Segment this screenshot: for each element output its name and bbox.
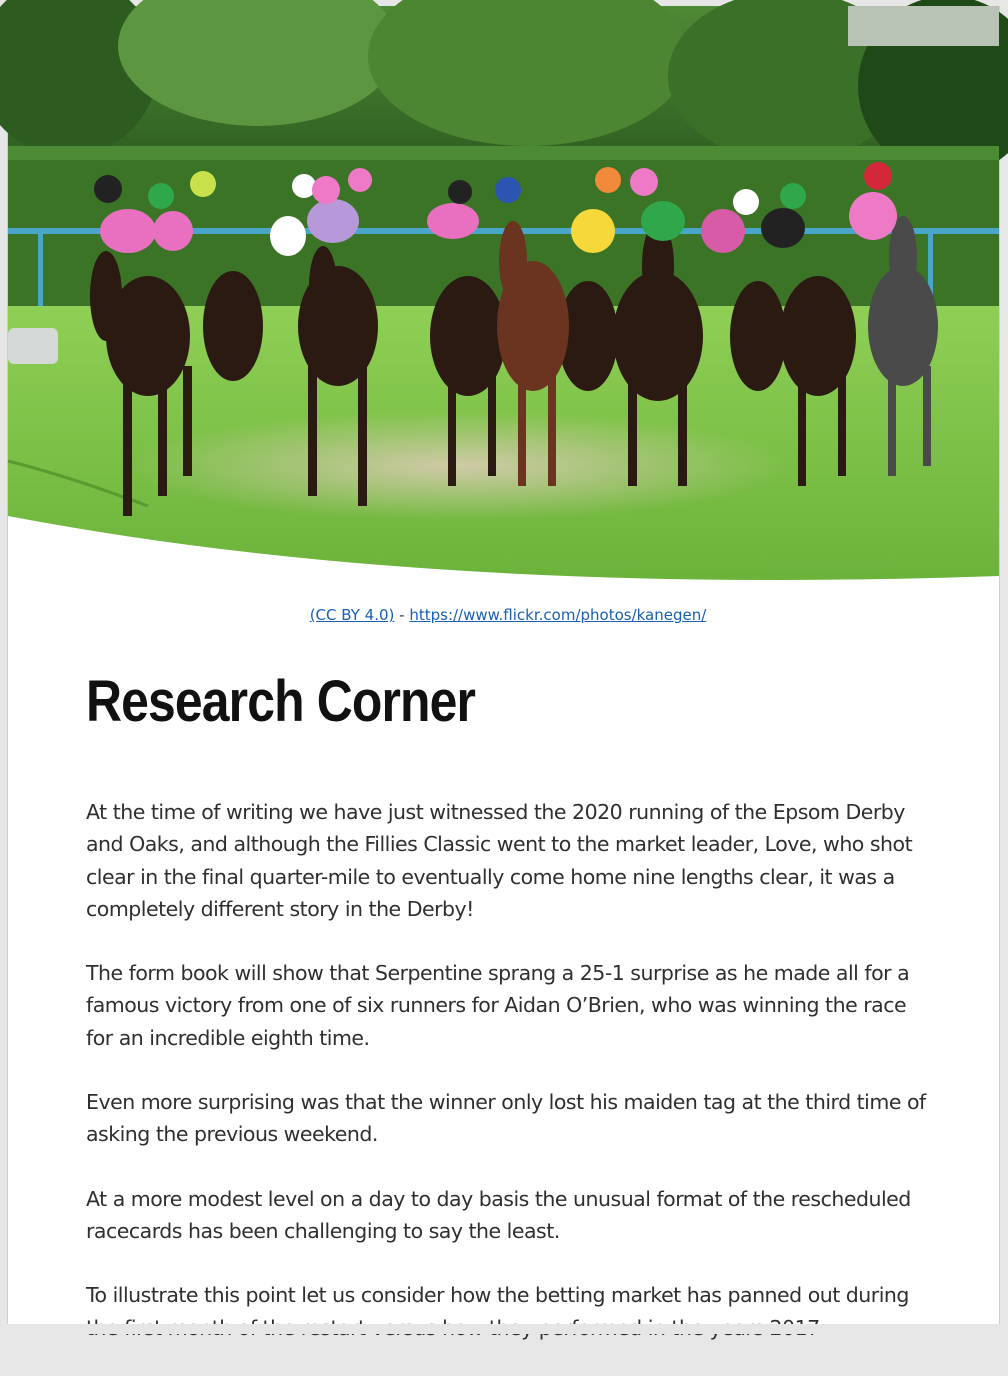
viewport-bottom-edge (0, 1324, 1000, 1334)
racehorses-photo (8, 6, 999, 586)
caption-separator: - (394, 606, 410, 624)
image-caption (8, 606, 1008, 624)
document-page (7, 6, 1000, 1324)
paragraph-3: Even more surprising was that the winner only lost his maiden tag at the third time of asking the previous weekend. (86, 1090, 926, 1147)
paragraph-4: At a more modest level on a day to day basis the unusual format of the rescheduled racecards has been challenging to say the least. (86, 1186, 911, 1243)
page-title: Research Corner (86, 669, 476, 734)
paragraph-2: The form book will show that Serpentine sprang a 25-1 surprise as he made all for a famous victory from one of six runners for Aidan O’Brien, who was winning the race for an incredible eighth time. (86, 961, 910, 1050)
paragraph-5: To illustrate this point let us consider how the betting market has panned out during (86, 1283, 909, 1308)
license-link[interactable]: (CC BY 4.0) (309, 606, 395, 624)
source-link[interactable]: https://www.flickr.com/photos/kanegen/ (409, 606, 707, 624)
article-body (86, 796, 936, 1376)
paragraph-1: At the time of writing we have just witnessed the 2020 running of the Epsom Derby and Oaks, and although the Fillies Classic went to the market leader, Love, who shot clear in the final quarter-mile to eventually come home nine lengths clear, it was a completely different story in the Derby! (86, 800, 913, 921)
